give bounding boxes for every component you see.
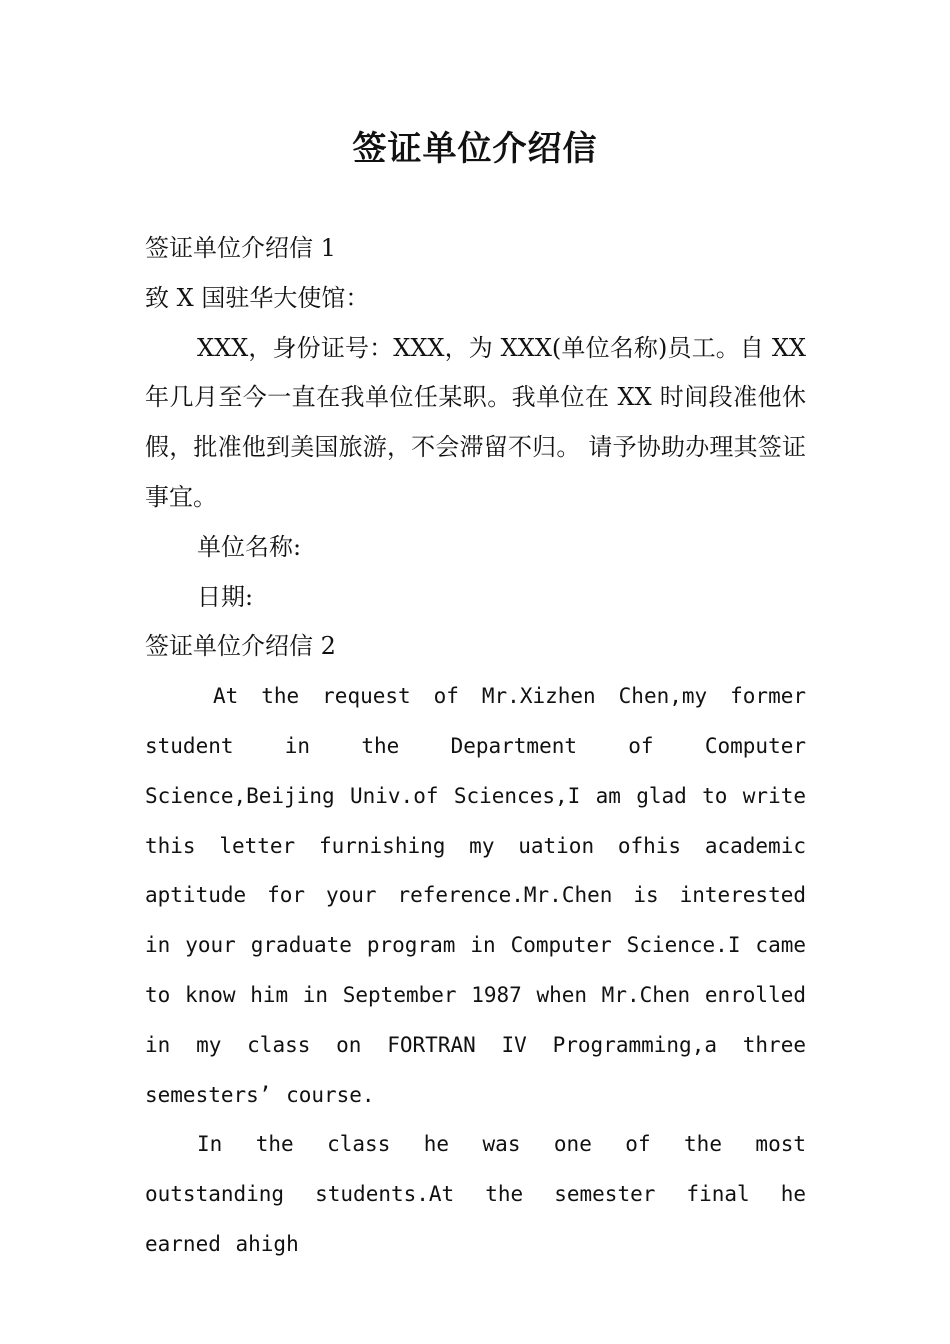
section1-heading: 签证单位介绍信 1 [145,234,336,262]
section2-paragraph-2: In the class he was one of the most outstanding students.At the semester final he earned ahigh [145,1132,806,1256]
section1-body: XXX，身份证号：XXX，为 XXX(单位名称)员工。自 XX 年几月至今一直在我单位任某职。我单位在 XX 时间段准他休假，批准他到美国旅游，不会滞留不归。 请予协助办理其签证事宜。 [145,333,806,511]
section2-heading: 签证单位介绍信 2 [145,632,336,661]
unit-name-label: 单位名称: [197,532,302,561]
salutation: 致 X 国驻华大使馆： [145,283,370,312]
document-title: 签证单位介绍信 [352,129,598,169]
section2-paragraph-1: At the request of Mr.Xizhen Chen,my former student in the Department of Computer Science,Beijing Univ.of Sciences,I am glad to write this letter furnishing my uation ofhis academic aptitude for your reference.Mr.Chen is interested in your graduate program in Computer Science.I came to know him in September 1987 when Mr.Chen enrolled in my class on FORTRAN IV Programming,a three semesters’ course. [145,684,806,1107]
document-body [145,224,806,1270]
date-label: 日期: [197,582,254,611]
